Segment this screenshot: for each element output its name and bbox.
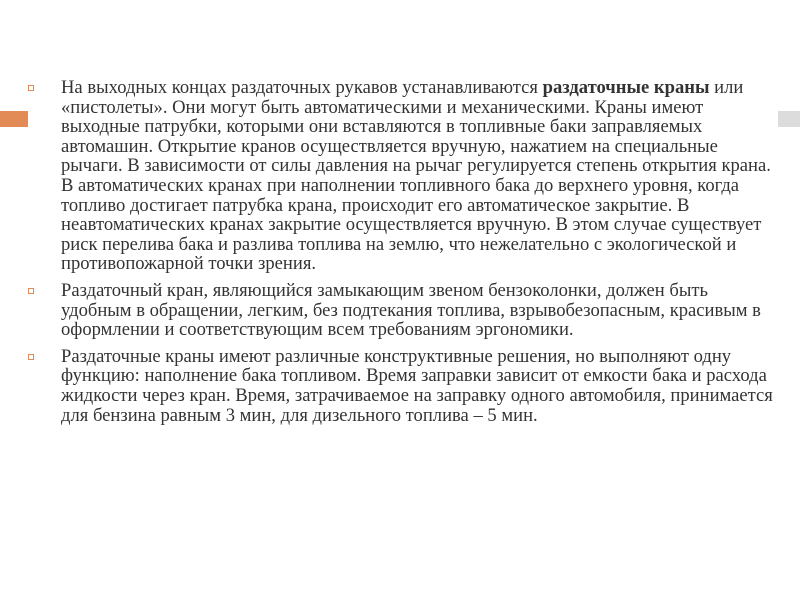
paragraph-1-bold-term: раздаточные краны xyxy=(542,77,710,98)
paragraph-1-text-after: или «пистолеты». Они могут быть автоматическими и механическими. Краны имеют выходные патрубки, которыми они вставляются в топливные баки заправляемых автомашин. Открытие кранов осуществляется вручную, нажатием на специальные рычаги. В зависимости от силы давления на рычаг регулируется степень открытия крана. В автоматических кранах при наполнении топливного бака до верхнего уровня, когда топливо достигает патрубка крана, происходит его автоматическое закрытие. В неавтоматических кранах закрытие осуществляется вручную. В этом случае существует риск перелива бака и разлива топлива на землю, что нежелательно с экологической и противопожарной точки зрения. xyxy=(61,77,771,275)
paragraph-2-text: Раздаточный кран, являющийся замыкающим звеном бензоколонки, должен быть удобным в обращении, легким, без подтекания топлива, взрывобезопасным, красивым в оформлении и соответствующим всем требованиям эргономики. xyxy=(61,279,761,341)
paragraph-nozzle-designs xyxy=(28,347,778,425)
slide-body xyxy=(28,78,778,432)
square-bullet-icon xyxy=(28,354,34,360)
paragraph-dispensing-nozzles xyxy=(28,78,778,274)
square-bullet-icon xyxy=(28,85,34,91)
square-bullet-icon xyxy=(28,288,34,294)
paragraph-1-text-before: На выходных концах раздаточных рукавов устанавливаются xyxy=(61,77,543,98)
paragraph-3-text: Раздаточные краны имеют различные конструктивные решения, но выполняют одну функцию: наполнение бака топливом. Время заправки зависит от емкости бака и расхода жидкости через кран. Время, затрачиваемое на заправку одного автомобиля, принимается для бензина равным 3 мин, для дизельного топлива – 5 мин. xyxy=(61,345,773,426)
paragraph-nozzle-requirements xyxy=(28,281,778,340)
